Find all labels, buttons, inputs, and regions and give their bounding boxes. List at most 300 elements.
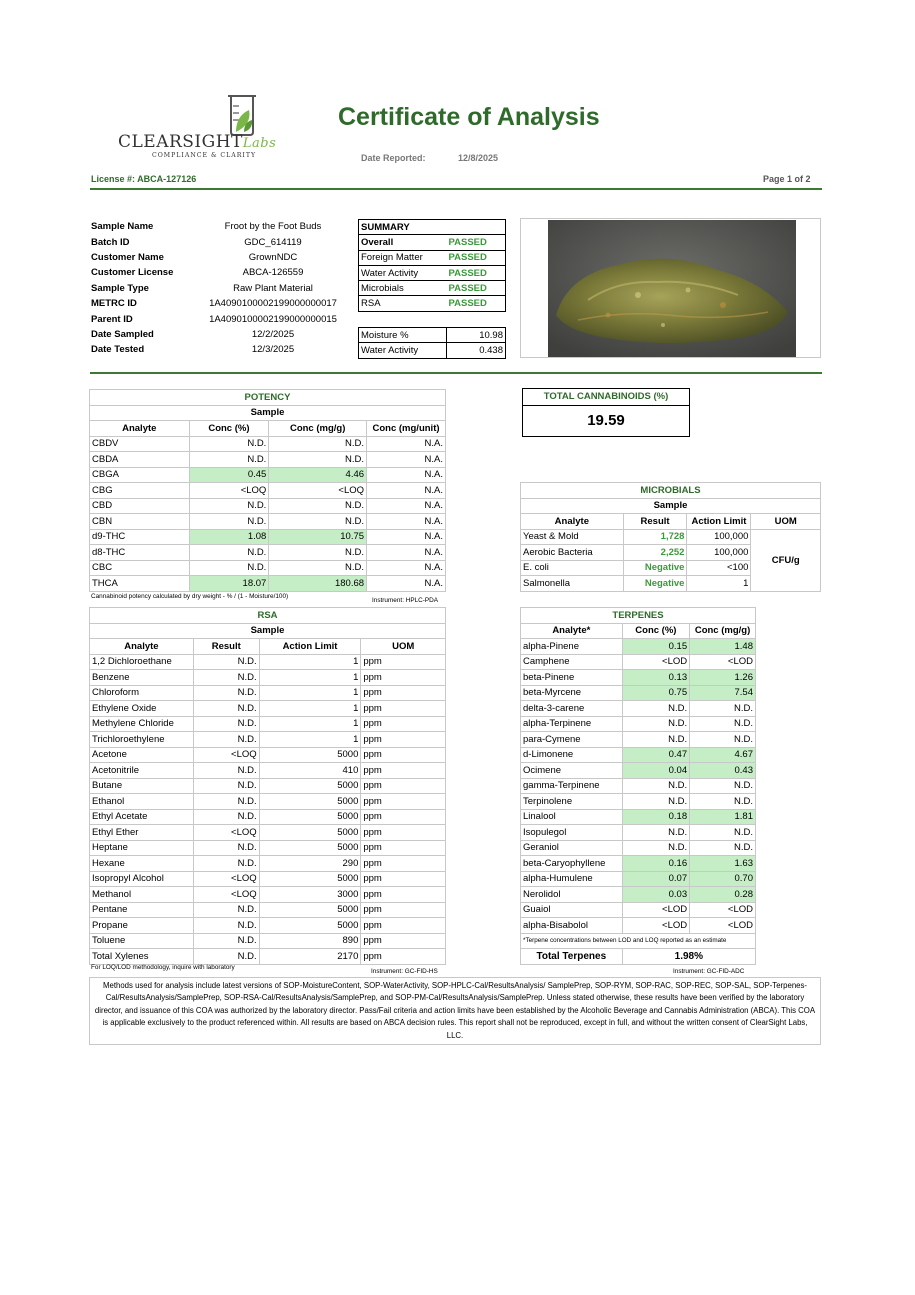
potency-row (90, 514, 446, 530)
potency-instrument: Instrument: HPLC-PDA (372, 597, 439, 604)
rsa-analyte: Butane (90, 778, 194, 794)
terpenes-mg: N.D. (690, 825, 756, 841)
potency-mg: N.D. (269, 498, 367, 514)
terpenes-analyte: gamma-Terpinene (521, 778, 623, 794)
logo-tagline: COMPLIANCE & CLARITY (152, 152, 257, 159)
terpenes-row (521, 840, 756, 856)
rsa-uom: ppm (361, 902, 446, 918)
rsa-result: N.D. (193, 933, 259, 949)
summary-status: PASSED (447, 250, 506, 265)
summary-status: PASSED (447, 265, 506, 280)
microbials-table (520, 482, 821, 592)
terpenes-mg: N.D. (690, 701, 756, 717)
rsa-row (90, 716, 446, 732)
potency-pct: N.D. (189, 545, 269, 561)
summary-label: Water Activity (359, 265, 447, 280)
microbials-header-result: Result (623, 514, 687, 530)
terpenes-note: *Terpene concentrations between LOD and LOQ reported as an estimate (521, 933, 756, 949)
rsa-limit: 5000 (259, 840, 361, 856)
rsa-limit: 2170 (259, 949, 361, 965)
rsa-limit: 5000 (259, 794, 361, 810)
rsa-row (90, 670, 446, 686)
terpenes-pct: 0.13 (622, 670, 689, 686)
terpenes-analyte: Terpinolene (521, 794, 623, 810)
rsa-analyte: Benzene (90, 670, 194, 686)
rsa-uom: ppm (361, 794, 446, 810)
terpenes-row (521, 685, 756, 701)
page-number: Page 1 of 2 (763, 174, 811, 184)
potency-unit: N.A. (367, 560, 446, 576)
potency-analyte: d8-THC (90, 545, 190, 561)
rsa-result: <LOQ (193, 871, 259, 887)
potency-mg: N.D. (269, 514, 367, 530)
sample-info-row (91, 342, 351, 357)
moisture-label: Moisture % (359, 328, 447, 343)
rsa-limit: 410 (259, 763, 361, 779)
terpenes-mg: N.D. (690, 794, 756, 810)
terpenes-header-pct: Conc (%) (622, 623, 689, 639)
terpenes-mg: N.D. (690, 732, 756, 748)
terpenes-row (521, 670, 756, 686)
terpenes-pct: N.D. (622, 840, 689, 856)
rsa-limit: 5000 (259, 918, 361, 934)
terpenes-mg: N.D. (690, 716, 756, 732)
terpenes-header-mg: Conc (mg/g) (690, 623, 756, 639)
summary-row (359, 235, 506, 250)
potency-analyte: THCA (90, 576, 190, 592)
terpenes-analyte: Guaiol (521, 902, 623, 918)
terpenes-pct: 0.15 (622, 639, 689, 655)
terpenes-row (521, 732, 756, 748)
rsa-limit: 5000 (259, 778, 361, 794)
rsa-row (90, 933, 446, 949)
sample-info-label: Parent ID (91, 313, 133, 325)
potency-unit: N.A. (367, 467, 446, 483)
potency-pct: N.D. (189, 560, 269, 576)
potency-unit: N.A. (367, 498, 446, 514)
terpenes-analyte: alpha-Bisabolol (521, 918, 623, 934)
microbials-title: MICROBIALS (521, 483, 821, 499)
total-cannabinoids-label: TOTAL CANNABINOIDS (%) (523, 389, 689, 406)
terpenes-analyte: Nerolidol (521, 887, 623, 903)
rsa-row (90, 701, 446, 717)
potency-note: Cannabinoid potency calculated by dry weight - % / (1 - Moisture/100) (91, 593, 289, 600)
rsa-result: N.D. (193, 732, 259, 748)
sample-info-value: Raw Plant Material (233, 282, 313, 294)
rsa-instrument: Instrument: GC-FID-HS (371, 968, 438, 975)
terpenes-pct: <LOD (622, 902, 689, 918)
rsa-note: For LOQ/LOD methodology, inquire with laboratory (91, 964, 235, 971)
total-terpenes-label: Total Terpenes (521, 949, 623, 965)
rsa-row (90, 778, 446, 794)
terpenes-row (521, 701, 756, 717)
terpenes-pct: N.D. (622, 716, 689, 732)
microbials-limit: 100,000 (687, 529, 751, 545)
rsa-uom: ppm (361, 685, 446, 701)
header-rule (90, 188, 822, 190)
rsa-header-limit: Action Limit (259, 639, 361, 655)
rsa-analyte: Isopropyl Alcohol (90, 871, 194, 887)
terpenes-header-analyte: Analyte* (521, 623, 623, 639)
terpenes-mg: 4.67 (690, 747, 756, 763)
potency-subtitle: Sample (90, 405, 446, 421)
rsa-result: N.D. (193, 840, 259, 856)
sample-info-value: 12/2/2025 (251, 328, 295, 340)
rsa-limit: 5000 (259, 825, 361, 841)
potency-unit: N.A. (367, 576, 446, 592)
rsa-row (90, 856, 446, 872)
rsa-uom: ppm (361, 840, 446, 856)
rsa-analyte: Acetonitrile (90, 763, 194, 779)
sample-info-row (91, 281, 351, 296)
potency-mg: N.D. (269, 436, 367, 452)
rsa-row (90, 747, 446, 763)
sample-info-label: Sample Name (91, 221, 154, 233)
terpenes-analyte: beta-Pinene (521, 670, 623, 686)
summary-status: PASSED (447, 235, 506, 250)
rsa-row (90, 732, 446, 748)
terpenes-row (521, 871, 756, 887)
rsa-table (89, 607, 446, 965)
rsa-limit: 5000 (259, 902, 361, 918)
rsa-result: N.D. (193, 809, 259, 825)
potency-row (90, 483, 446, 499)
microbials-limit: 1 (687, 576, 751, 592)
potency-analyte: CBC (90, 560, 190, 576)
rsa-result: N.D. (193, 716, 259, 732)
rsa-header-uom: UOM (361, 639, 446, 655)
potency-analyte: d9-THC (90, 529, 190, 545)
rsa-row (90, 949, 446, 965)
terpenes-row (521, 747, 756, 763)
rsa-header-analyte: Analyte (90, 639, 194, 655)
rsa-limit: 3000 (259, 887, 361, 903)
terpenes-row (521, 825, 756, 841)
rsa-uom: ppm (361, 701, 446, 717)
potency-row (90, 529, 446, 545)
potency-analyte: CBN (90, 514, 190, 530)
summary-title: SUMMARY (359, 220, 506, 235)
rsa-uom: ppm (361, 670, 446, 686)
rsa-uom: ppm (361, 856, 446, 872)
rsa-result: N.D. (193, 949, 259, 965)
rsa-result: N.D. (193, 902, 259, 918)
rsa-result: N.D. (193, 778, 259, 794)
rsa-analyte: Propane (90, 918, 194, 934)
terpenes-mg: 0.28 (690, 887, 756, 903)
sample-info-value: 1A4090100002199000000015 (209, 313, 337, 325)
terpenes-mg: 0.43 (690, 763, 756, 779)
potency-pct: 1.08 (189, 529, 269, 545)
rsa-uom: ppm (361, 871, 446, 887)
terpenes-row (521, 654, 756, 670)
terpenes-row (521, 887, 756, 903)
rsa-result: N.D. (193, 654, 259, 670)
terpenes-row (521, 856, 756, 872)
rsa-limit: 5000 (259, 747, 361, 763)
logo (118, 94, 277, 160)
potency-mg: 4.46 (269, 467, 367, 483)
total-cannabinoids-box (522, 388, 690, 437)
terpenes-pct: N.D. (622, 825, 689, 841)
terpenes-mg: 1.26 (690, 670, 756, 686)
terpenes-analyte: d-Limonene (521, 747, 623, 763)
potency-unit: N.A. (367, 483, 446, 499)
potency-pct: N.D. (189, 514, 269, 530)
sample-info-value: ABCA-126559 (242, 267, 304, 279)
microbials-analyte: Yeast & Mold (521, 529, 624, 545)
terpenes-analyte: Ocimene (521, 763, 623, 779)
rsa-result: N.D. (193, 670, 259, 686)
sample-info-label: Sample Type (91, 282, 149, 294)
rsa-analyte: Pentane (90, 902, 194, 918)
rsa-limit: 1 (259, 685, 361, 701)
rsa-result: <LOQ (193, 747, 259, 763)
rsa-result: N.D. (193, 685, 259, 701)
rsa-analyte: Toluene (90, 933, 194, 949)
potency-analyte: CBD (90, 498, 190, 514)
rsa-row (90, 809, 446, 825)
rsa-result: N.D. (193, 856, 259, 872)
potency-mg: 180.68 (269, 576, 367, 592)
rsa-analyte: Total Xylenes (90, 949, 194, 965)
beaker-leaf-icon (222, 94, 262, 136)
methods-disclaimer: Methods used for analysis include latest versions of SOP-MoistureContent, SOP-WaterActivity, SOP-HPLC-Cal/ResultsAnalysis/ SamplePrep, SOP-RYM, SOP-RAC, SOP-REC, SOP-SAL, SOP-Terpenes-Cal/ResultsAnalysis/SamplePrep, SOP-RSA-Cal/ResultsAnalysis/SamplePrep, and SOP-PM-Cal/ResultsAnalysis/SamplePrep. Unless stated otherwise, these results have been verified by the laboratory director, and issuance of this COA was authorized by the laboratory director. Pass/Fail criteria and action limits have been established by the Alcoholic Beverage and Cannabis Administration (ABCA). This COA is applicable exclusively to the product referenced within. All results are based on ABCA decision rules. This report shall not be reproduced, except in full, and without the written consent of ClearSight Labs, LLC. (89, 977, 821, 1045)
rsa-limit: 5000 (259, 871, 361, 887)
terpenes-pct: 0.03 (622, 887, 689, 903)
terpenes-analyte: alpha-Terpinene (521, 716, 623, 732)
terpenes-pct: 0.16 (622, 856, 689, 872)
potency-analyte: CBDV (90, 436, 190, 452)
potency-analyte: CBGA (90, 467, 190, 483)
potency-mg: N.D. (269, 545, 367, 561)
sample-info-label: Customer Name (91, 251, 164, 263)
terpenes-mg: 1.63 (690, 856, 756, 872)
rsa-row (90, 685, 446, 701)
rsa-result: N.D. (193, 918, 259, 934)
sample-info-label: METRC ID (91, 298, 137, 310)
sample-info-value: Froot by the Foot Buds (224, 221, 322, 233)
sample-info-row (91, 311, 351, 326)
terpenes-analyte: Camphene (521, 654, 623, 670)
potency-unit: N.A. (367, 529, 446, 545)
rsa-limit: 290 (259, 856, 361, 872)
microbials-limit: <100 (687, 560, 751, 576)
rsa-analyte: Ethyl Ether (90, 825, 194, 841)
microbials-header-limit: Action Limit (687, 514, 751, 530)
sample-info-row (91, 219, 351, 234)
terpenes-pct: N.D. (622, 794, 689, 810)
rsa-result: N.D. (193, 763, 259, 779)
terpenes-pct: N.D. (622, 701, 689, 717)
rsa-limit: 1 (259, 670, 361, 686)
potency-row (90, 560, 446, 576)
rsa-row (90, 887, 446, 903)
rsa-analyte: Ethylene Oxide (90, 701, 194, 717)
microbials-row (521, 529, 821, 545)
potency-pct: <LOQ (189, 483, 269, 499)
potency-mg: N.D. (269, 560, 367, 576)
rsa-row (90, 918, 446, 934)
water-activity-label: Water Activity (359, 343, 447, 358)
summary-label: RSA (359, 296, 447, 311)
potency-pct: 0.45 (189, 467, 269, 483)
document-title: Certificate of Analysis (338, 103, 600, 131)
rsa-uom: ppm (361, 949, 446, 965)
potency-pct: N.D. (189, 498, 269, 514)
terpenes-instrument: Instrument: GC-FID-ADC (673, 968, 745, 975)
moisture-value: 10.98 (447, 328, 506, 343)
terpenes-pct: <LOD (622, 918, 689, 934)
sample-info-label: Batch ID (91, 236, 130, 248)
potency-title: POTENCY (90, 390, 446, 406)
sample-info-label: Customer License (91, 267, 174, 279)
moisture-table (358, 327, 506, 359)
rsa-limit: 1 (259, 732, 361, 748)
terpenes-analyte: para-Cymene (521, 732, 623, 748)
rsa-result: N.D. (193, 794, 259, 810)
rsa-analyte: Heptane (90, 840, 194, 856)
date-reported-label: Date Reported: (361, 153, 426, 163)
potency-pct: 18.07 (189, 576, 269, 592)
terpenes-mg: 1.81 (690, 809, 756, 825)
microbials-header-analyte: Analyte (521, 514, 624, 530)
summary-row (359, 281, 506, 296)
summary-status: PASSED (447, 281, 506, 296)
rsa-analyte: Trichloroethylene (90, 732, 194, 748)
potency-pct: N.D. (189, 452, 269, 468)
terpenes-mg: N.D. (690, 840, 756, 856)
summary-row (359, 296, 506, 311)
terpenes-pct: N.D. (622, 732, 689, 748)
rsa-result: <LOQ (193, 825, 259, 841)
summary-label: Foreign Matter (359, 250, 447, 265)
microbials-result: 1,728 (623, 529, 687, 545)
rsa-uom: ppm (361, 747, 446, 763)
terpenes-pct: <LOD (622, 654, 689, 670)
sample-info-row (91, 250, 351, 265)
terpenes-row (521, 763, 756, 779)
sample-info-value: GrownNDC (248, 251, 298, 263)
microbials-analyte: E. coli (521, 560, 624, 576)
section-rule (90, 372, 822, 374)
rsa-uom: ppm (361, 825, 446, 841)
terpenes-analyte: alpha-Pinene (521, 639, 623, 655)
terpenes-analyte: Isopulegol (521, 825, 623, 841)
rsa-uom: ppm (361, 887, 446, 903)
sample-info-label: Date Tested (91, 344, 145, 356)
logo-labs: Labs (242, 136, 277, 151)
rsa-row (90, 840, 446, 856)
rsa-uom: ppm (361, 763, 446, 779)
rsa-limit: 5000 (259, 809, 361, 825)
potency-unit: N.A. (367, 514, 446, 530)
rsa-uom: ppm (361, 809, 446, 825)
license-number: License #: ABCA-127126 (91, 174, 197, 184)
summary-status: PASSED (447, 296, 506, 311)
summary-row (359, 265, 506, 280)
summary-row (359, 250, 506, 265)
potency-unit: N.A. (367, 452, 446, 468)
rsa-row (90, 825, 446, 841)
terpenes-pct: 0.04 (622, 763, 689, 779)
total-terpenes-value: 1.98% (622, 949, 755, 965)
terpenes-mg: N.D. (690, 778, 756, 794)
rsa-analyte: 1,2 Dichloroethane (90, 654, 194, 670)
terpenes-row (521, 918, 756, 934)
rsa-subtitle: Sample (90, 623, 446, 639)
rsa-limit: 1 (259, 716, 361, 732)
potency-mg: 10.75 (269, 529, 367, 545)
potency-analyte: CBDA (90, 452, 190, 468)
water-activity-value: 0.438 (447, 343, 506, 358)
sample-info-row (91, 296, 351, 311)
terpenes-mg: <LOD (690, 918, 756, 934)
total-cannabinoids-value: 19.59 (587, 412, 625, 429)
terpenes-pct: 0.07 (622, 871, 689, 887)
sample-info-value: 1A4090100002199000000017 (209, 298, 337, 310)
potency-pct: N.D. (189, 436, 269, 452)
rsa-result: N.D. (193, 701, 259, 717)
sample-info-row (91, 234, 351, 249)
potency-row (90, 498, 446, 514)
terpenes-analyte: beta-Myrcene (521, 685, 623, 701)
rsa-uom: ppm (361, 778, 446, 794)
rsa-row (90, 871, 446, 887)
rsa-limit: 1 (259, 654, 361, 670)
sample-info-row (91, 327, 351, 342)
terpenes-analyte: Linalool (521, 809, 623, 825)
terpenes-row (521, 778, 756, 794)
summary-label: Overall (359, 235, 447, 250)
terpenes-pct: N.D. (622, 778, 689, 794)
microbials-result: 2,252 (623, 545, 687, 561)
summary-table (358, 219, 506, 312)
microbials-limit: 100,000 (687, 545, 751, 561)
potency-header-analyte: Analyte (90, 421, 190, 437)
potency-row (90, 467, 446, 483)
terpenes-title: TERPENES (521, 608, 756, 624)
rsa-analyte: Ethyl Acetate (90, 809, 194, 825)
rsa-header-result: Result (193, 639, 259, 655)
sample-info-table (91, 219, 351, 358)
terpenes-pct: 0.75 (622, 685, 689, 701)
sample-info-row (91, 265, 351, 280)
microbials-header-uom: UOM (751, 514, 821, 530)
logo-name: CLEARSIGHTLabs (118, 132, 277, 152)
potency-row (90, 545, 446, 561)
sample-info-value: GDC_614119 (244, 236, 302, 248)
terpenes-row (521, 809, 756, 825)
potency-unit: N.A. (367, 545, 446, 561)
potency-row (90, 576, 446, 592)
sample-info-label: Date Sampled (91, 328, 154, 340)
sample-photo (548, 220, 796, 357)
rsa-uom: ppm (361, 732, 446, 748)
microbials-analyte: Aerobic Bacteria (521, 545, 624, 561)
terpenes-analyte: Geraniol (521, 840, 623, 856)
microbials-uom: CFU/g (751, 529, 821, 591)
rsa-analyte: Ethanol (90, 794, 194, 810)
rsa-result: <LOQ (193, 887, 259, 903)
terpenes-mg: 0.70 (690, 871, 756, 887)
sample-photo-frame (520, 218, 821, 358)
rsa-row (90, 763, 446, 779)
rsa-title: RSA (90, 608, 446, 624)
rsa-row (90, 794, 446, 810)
summary-label: Microbials (359, 281, 447, 296)
terpenes-mg: <LOD (690, 654, 756, 670)
